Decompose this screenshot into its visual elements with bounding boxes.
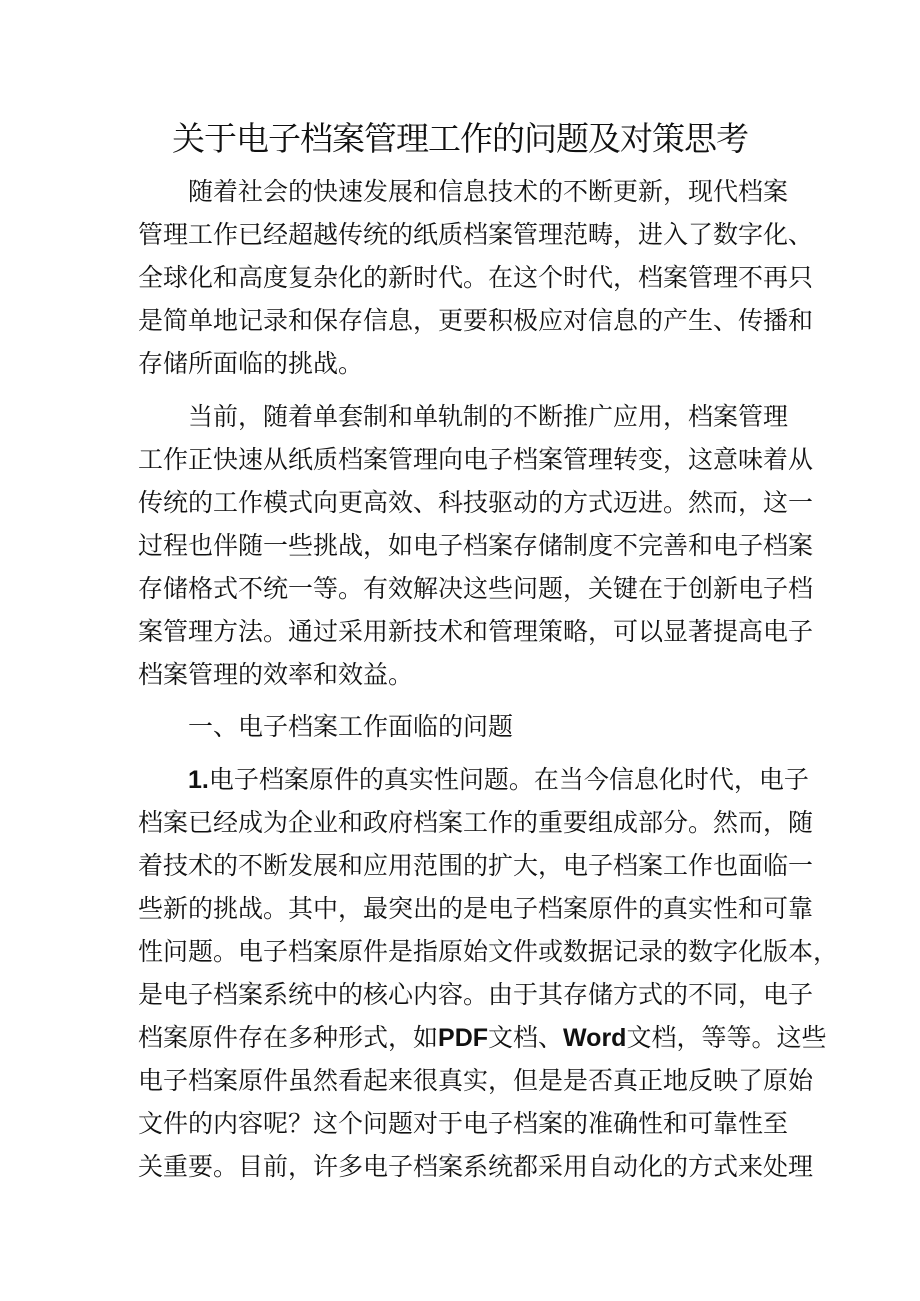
paragraph-3-line-7: [138, 1018, 827, 1058]
pdf-label: PDF: [438, 1024, 489, 1052]
paragraph-3-line-7-text-c: 文档，等等。这些: [626, 1023, 827, 1052]
paragraph-1-line-1: 随着社会的快速发展和信息技术的不断更新，现代档案: [188, 177, 789, 206]
word-label: Word: [563, 1024, 627, 1052]
paragraph-3-line-3: 着技术的不断发展和应用范围的扩大，电子档案工作也面临一: [138, 851, 814, 880]
paragraph-1-line-5: 存储所面临的挑战。: [138, 349, 364, 378]
paragraph-2-line-3: 传统的工作模式向更高效、科技驱动的方式迈进。然而，这一: [138, 488, 814, 517]
paragraph-2-line-6: 案管理方法。通过采用新技术和管理策略，可以显著提高电子: [138, 617, 814, 646]
paragraph-3-line-5: 性问题。电子档案原件是指原始文件或数据记录的数字化版本，: [138, 937, 839, 966]
paragraph-3-line-1-text: 电子档案原件的真实性问题。在当今信息化时代，电子: [208, 765, 809, 794]
paragraph-3-line-10: 关重要。目前，许多电子档案系统都采用自动化的方式来处理: [138, 1152, 814, 1181]
paragraph-2-line-2: 工作正快速从纸质档案管理向电子档案管理转变，这意味着从: [138, 445, 814, 474]
paragraph-1-line-2: 管理工作已经超越传统的纸质档案管理范畴，进入了数字化、: [138, 220, 814, 249]
paragraph-1-line-4: 是简单地记录和保存信息，更要积极应对信息的产生、传播和: [138, 306, 814, 335]
paragraph-3-line-4: 些新的挑战。其中，最突出的是电子档案原件的真实性和可靠: [138, 894, 814, 923]
item-number: 1.: [188, 766, 209, 794]
paragraph-3-line-1: [188, 760, 809, 800]
section-heading: 一、电子档案工作面临的问题: [188, 712, 514, 741]
paragraph-3-line-7-text-a: 档案原件存在多种形式，如: [138, 1023, 439, 1052]
paragraph-1-line-3: 全球化和高度复杂化的新时代。在这个时代，档案管理不再只: [138, 263, 814, 292]
paragraph-3-line-8: 电子档案原件虽然看起来很真实，但是是否真正地反映了原始: [138, 1066, 814, 1095]
paragraph-2-line-4: 过程也伴随一些挑战，如电子档案存储制度不完善和电子档案: [138, 531, 814, 560]
paragraph-2-line-7: 档案管理的效率和效益。: [138, 660, 414, 689]
paragraph-3-line-9: 文件的内容呢？这个问题对于电子档案的准确性和可靠性至: [138, 1109, 789, 1138]
paragraph-2-line-5: 存储格式不统一等。有效解决这些问题，关键在于创新电子档: [138, 574, 814, 603]
paragraph-3-line-7-text-b: 文档、: [488, 1023, 564, 1052]
paragraph-3-line-2: 档案已经成为企业和政府档案工作的重要组成部分。然而，随: [138, 808, 814, 837]
document-title: 关于电子档案管理工作的问题及对策思考: [172, 119, 748, 158]
paragraph-2-line-1: 当前，随着单套制和单轨制的不断推广应用，档案管理: [188, 402, 789, 431]
paragraph-3-line-6: 是电子档案系统中的核心内容。由于其存储方式的不同，电子: [138, 980, 814, 1009]
